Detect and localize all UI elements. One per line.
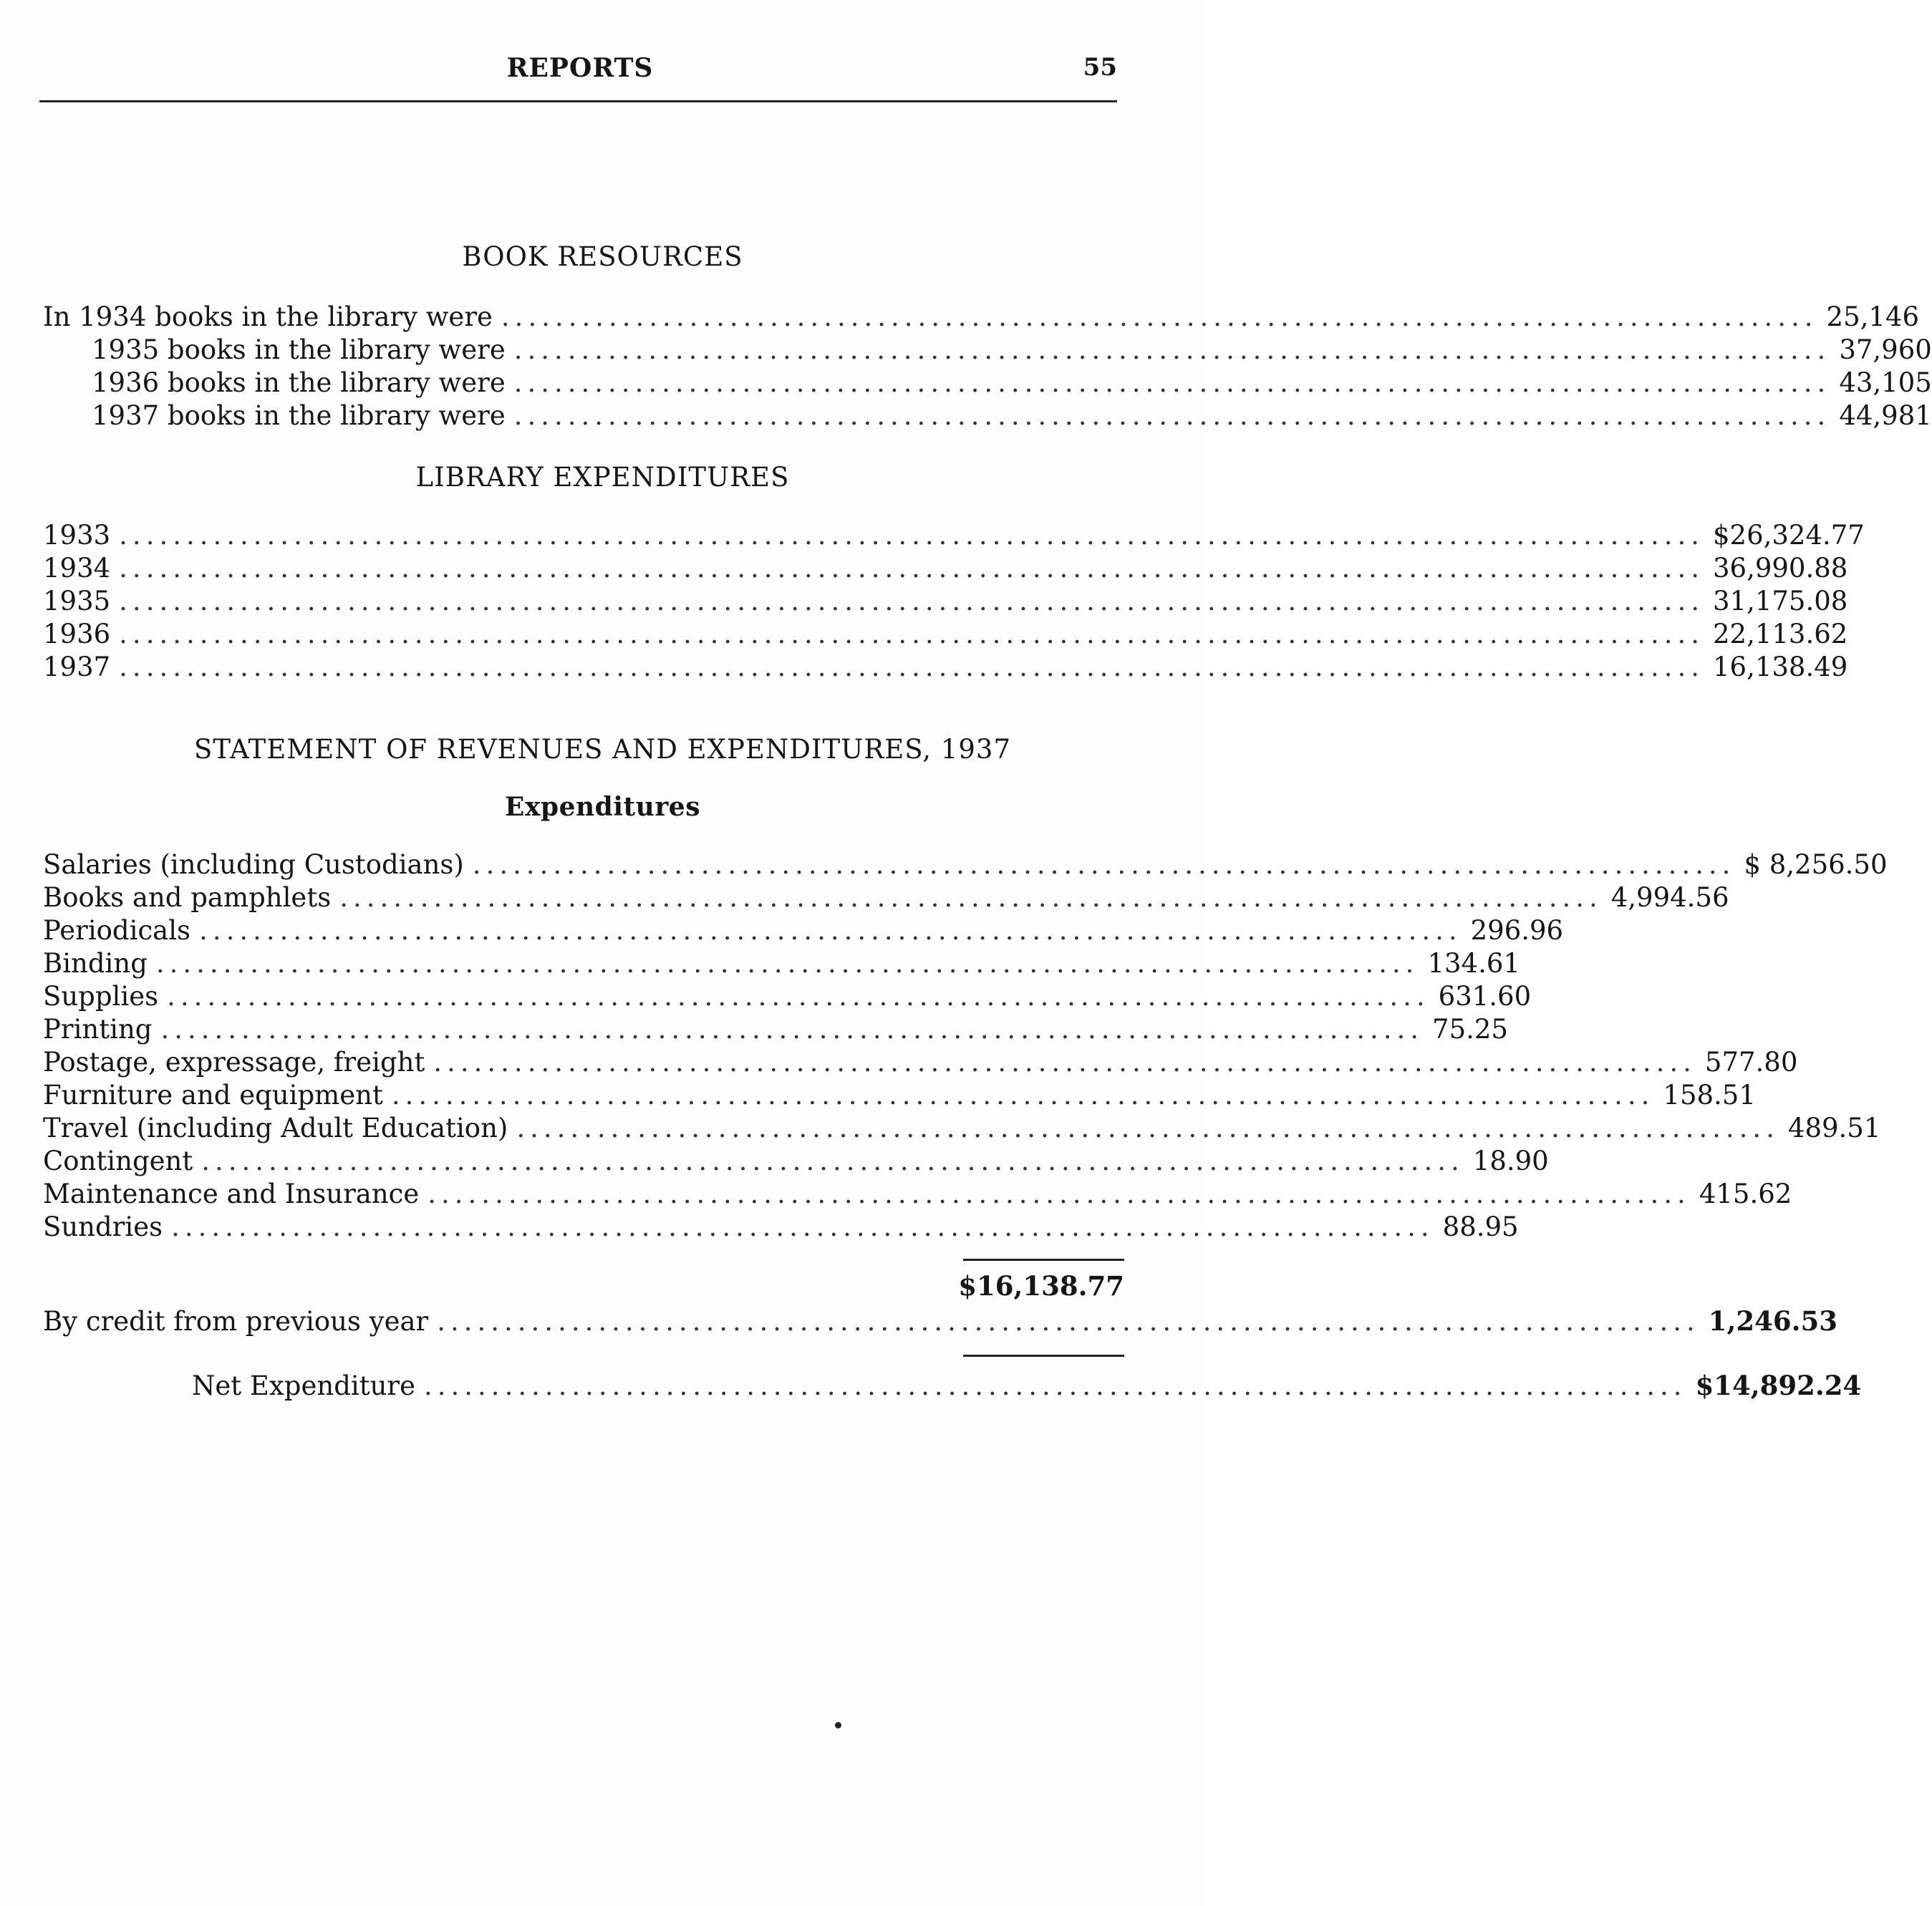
expenditure-row xyxy=(43,1013,1508,1046)
row-label: Printing xyxy=(43,1014,153,1045)
leader-dots: .............................................................................................. xyxy=(339,882,1603,913)
row-value: $ 8,256.50 xyxy=(1744,849,1888,880)
library-expenditures-row xyxy=(43,552,1848,585)
row-value: 415.62 xyxy=(1699,1179,1792,1209)
expenditure-row xyxy=(43,1112,1881,1145)
row-label: In 1934 books in the library were xyxy=(43,301,493,332)
leader-dots: .............................................................................................. xyxy=(171,1211,1434,1242)
expenditure-row xyxy=(43,848,1888,881)
row-label: 1935 xyxy=(43,586,111,616)
leader-dots: ...................................................................................................................... xyxy=(119,619,1704,649)
library-expenditures-title: LIBRARY EXPENDITURES xyxy=(415,462,790,493)
net-expenditure-row xyxy=(192,1369,1862,1402)
expenditure-row xyxy=(43,1145,1549,1178)
row-value: 134.61 xyxy=(1427,948,1520,979)
leader-dots: .................................................................................................. xyxy=(513,400,1831,431)
leader-dots: .................................................................................................. xyxy=(513,334,1831,365)
row-value: 31,175.08 xyxy=(1713,586,1848,616)
book-resources-row xyxy=(92,400,1932,432)
leader-dots: .................................................................................................. xyxy=(513,367,1831,398)
row-value: 44,981 xyxy=(1839,400,1932,431)
leader-dots: .............................................................................................. xyxy=(433,1047,1696,1078)
row-label: Sundries xyxy=(43,1211,163,1242)
row-label: Supplies xyxy=(43,981,159,1012)
leader-dots: .............................................................................................. xyxy=(424,1370,1687,1401)
row-label: 1935 books in the library were xyxy=(92,334,506,365)
expenditure-row xyxy=(43,1079,1756,1112)
expenditure-row xyxy=(43,1211,1519,1244)
leader-dots: ...................................................................................................................... xyxy=(119,586,1704,616)
book-resources-row xyxy=(43,301,1919,334)
running-header xyxy=(43,53,1117,89)
row-value: 4,994.56 xyxy=(1610,882,1729,913)
leader-dots: .................................................................................................. xyxy=(501,301,1818,332)
header-rule xyxy=(39,100,1117,102)
subtotal-rule xyxy=(963,1259,1124,1261)
leader-dots: .............................................................................................. xyxy=(428,1179,1691,1209)
row-value: 36,990.88 xyxy=(1713,553,1848,584)
leader-dots: ...................................................................................................................... xyxy=(119,553,1704,584)
row-value: $26,324.77 xyxy=(1713,520,1865,551)
net-value: $14,892.24 xyxy=(1695,1370,1862,1401)
page-number: 55 xyxy=(1083,53,1117,82)
row-value: 577.80 xyxy=(1704,1047,1798,1078)
row-label: 1936 books in the library were xyxy=(92,367,506,398)
row-label: Travel (including Adult Education) xyxy=(43,1113,508,1143)
row-label: Salaries (including Custodians) xyxy=(43,849,464,880)
expenditure-row xyxy=(43,1178,1792,1211)
subtotal-value: $16,138.77 xyxy=(958,1270,1124,1302)
row-label: Binding xyxy=(43,948,148,979)
statement-title: STATEMENT OF REVENUES AND EXPENDITURES, 1937 xyxy=(193,734,1011,765)
row-value: 631.60 xyxy=(1438,981,1532,1012)
expenditure-row xyxy=(43,980,1532,1013)
row-value: 37,960 xyxy=(1839,334,1932,365)
row-label: 1937 books in the library were xyxy=(92,400,506,431)
row-value: 25,146 xyxy=(1826,301,1919,332)
statement-subtitle: Expenditures xyxy=(505,792,700,822)
leader-dots: .............................................................................................. xyxy=(167,981,1430,1012)
row-label: Postage, expressage, freight xyxy=(43,1047,425,1078)
stray-ink-dot xyxy=(835,1722,841,1728)
expenditure-row xyxy=(43,914,1564,947)
leader-dots: .............................................................................................. xyxy=(160,1014,1424,1045)
row-label: 1937 xyxy=(43,652,111,682)
row-label: Contingent xyxy=(43,1146,193,1176)
leader-dots: .............................................................................................. xyxy=(391,1080,1655,1111)
library-expenditures-row xyxy=(43,519,1865,552)
library-expenditures-row xyxy=(43,585,1848,618)
row-value: 75.25 xyxy=(1432,1014,1508,1045)
row-value: 88.95 xyxy=(1442,1211,1519,1242)
credit-value: 1,246.53 xyxy=(1708,1305,1838,1337)
row-label: Maintenance and Insurance xyxy=(43,1179,420,1209)
leader-dots: .............................................................................................. xyxy=(201,1146,1464,1176)
expenditure-row xyxy=(43,1046,1798,1079)
leader-dots: .............................................................................................. xyxy=(516,1113,1779,1143)
leader-dots: .............................................................................................. xyxy=(199,915,1462,946)
leader-dots: .............................................................................................. xyxy=(437,1306,1700,1337)
row-value: 16,138.49 xyxy=(1713,652,1848,682)
book-resources-title: BOOK RESOURCES xyxy=(462,241,743,272)
credit-label: By credit from previous year xyxy=(43,1306,429,1337)
row-label: 1936 xyxy=(43,619,111,649)
net-label: Net Expenditure xyxy=(192,1370,415,1401)
net-rule xyxy=(963,1355,1124,1357)
credit-row xyxy=(43,1305,1838,1337)
leader-dots: ...................................................................................................................... xyxy=(119,520,1704,551)
expenditure-row xyxy=(43,947,1520,980)
row-label: 1934 xyxy=(43,553,111,584)
book-resources-row xyxy=(92,367,1932,400)
library-expenditures-row xyxy=(43,618,1848,651)
row-value: 43,105 xyxy=(1839,367,1932,398)
expenditure-row xyxy=(43,881,1729,914)
row-value: 22,113.62 xyxy=(1713,619,1848,649)
row-value: 489.51 xyxy=(1787,1113,1881,1143)
row-label: Books and pamphlets xyxy=(43,882,332,913)
library-expenditures-row xyxy=(43,651,1848,684)
row-value: 158.51 xyxy=(1663,1080,1756,1111)
row-label: Periodicals xyxy=(43,915,191,946)
row-value: 296.96 xyxy=(1470,915,1564,946)
book-resources-row xyxy=(92,334,1932,367)
row-value: 18.90 xyxy=(1472,1146,1549,1176)
leader-dots: .............................................................................................. xyxy=(472,849,1736,880)
row-label: Furniture and equipment xyxy=(43,1080,383,1111)
running-title: REPORTS xyxy=(506,53,654,83)
leader-dots: .............................................................................................. xyxy=(155,948,1419,979)
leader-dots: ...................................................................................................................... xyxy=(119,652,1704,682)
row-label: 1933 xyxy=(43,520,111,551)
